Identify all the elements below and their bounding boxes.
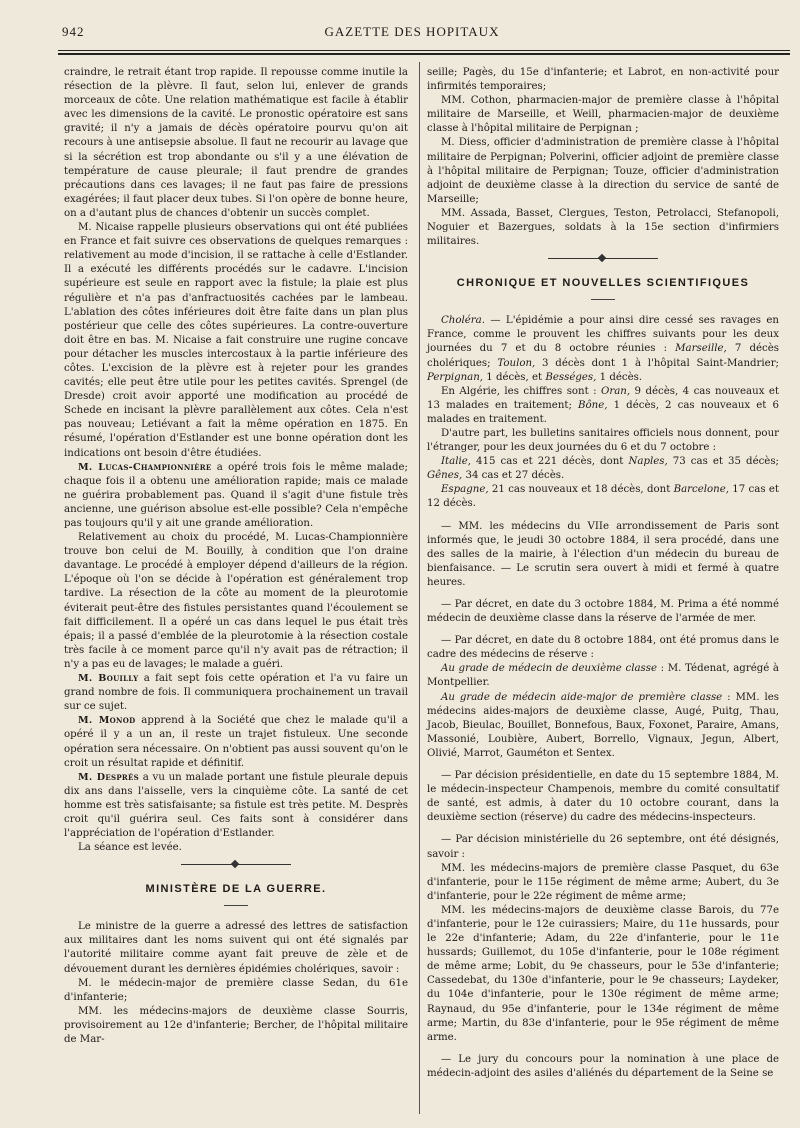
speaker-name: M. Bouilly [78, 673, 139, 685]
left-column [64, 66, 408, 1047]
speaker-name: M. Lucas-Championnière [78, 461, 212, 473]
paragraph: MM. les médecins-majors de deuxième classe Sourris, provisoirement au 12e d'infanterie; Bercher, de l'hôpital militaire de Mar- [64, 1005, 408, 1045]
paragraph: — Par décret, en date du 3 octobre 1884, M. Prima a été nommé médecin de deuxième classe dans la réserve de l'armée de mer. [427, 599, 779, 625]
paragraph: seille; Pagès, du 15e d'infanterie; et Labrot, en non-activité pour infirmités temporaires; [427, 67, 779, 93]
right-column [427, 66, 779, 1081]
title-rule [224, 905, 248, 906]
paragraph: craindre, le retrait étant trop rapide. Il repousse comme inutile la résection de la plèvre. Il faut, selon lui, enlever de grands morceaux de côte. Une relation mathématique est facile à établir avec les dimensions de la cavité. Le pronostic opératoire est sans gravité; il n'y a jamais de décès opératoire pourvu qu'on ait recours à une antisepsie absolue. Il faut ne recourir au lavage que si la sécrétion est trop abondante ou s'il y a une élévation de température de cause pleurale; il faut prendre de grandes précautions dans ces lavages; il ne faut pas faire de pressions exagérées; il faut placer deux tubes. Si l'on opère de bonne heure, on a d'autant plus de chances d'obtenir un succès complet. [64, 67, 408, 219]
paragraph: Italie, 415 cas et 221 décès, dont Naples, 73 cas et 35 décès; Gênes, 34 cas et 27 décès. [427, 456, 779, 482]
header-rule-top [58, 50, 790, 51]
paragraph [64, 461, 408, 531]
paragraph-text: a fait sept fois cette opération et l'a vu faire un grand nombre de fois. Il communiquera prochainement un travail sur ce sujet. [64, 673, 408, 713]
paragraph: La séance est levée. [78, 842, 182, 854]
paragraph: M. Nicaise rappelle plusieurs observations qui ont été publiées en France et fait suivre ces observations de quelques remarques : relativement au mode d'incision, il se rattache à celle d'Estlander. Il a exécuté les différents procédés sur le cadavre. L'incision supérieure est seule en rapport avec la fistule; la plaie est plus régulière et n'a pas d'anfractuosités cachées par le lambeau. L'ablation des côtes inférieures doit être faite dans un plan plus postérieur que celle des côtes supérieures. La contre-ouverture doit être en bas. M. Nicaise a fait construire une rugine concave pour détacher les muscles intercostaux à la partie inférieure des côtes. L'excision de la plèvre est à rejeter pour les grandes cavités; elle peut être utile pour les petites cavités. Sprengel (de Dresde) croit avoir apporté une modification au procédé de Schede en incisant la plèvre parallèlement aux côtes. Cela n'est pas nouveau; Letiévant a fait la même opération en 1875. En résumé, l'opération d'Estlander est une bonne opération dont les indications ont besoin d'être étudiées. [64, 222, 408, 459]
page-number: 942 [62, 24, 85, 39]
paragraph: Relativement au choix du procédé, M. Lucas-Championnière trouve bon celui de M. Bouilly, à condition que l'on draine davantage. Le procédé à employer dépend d'ailleurs de la région. L'époque où l'on se décide à l'opération est généralement trop tardive. La résection de la côte au moment de la pleurotomie éviterait peut-être des fistules persistantes quand l'écoulement se fait difficilement. Il a opéré un cas dans lequel le pus était très épais; il a passé d'emblée de la pleurotomie à la résection costale très facile à ce moment parce qu'il n'y avait pas de rétraction; il n'y a pas eu de lavages; le malade a guéri. [64, 532, 408, 670]
paragraph: M. Diess, officier d'administration de première classe à l'hôpital militaire de Perpignan; Polverini, officier adjoint de première classe à l'hôpital militaire de Perpignan; Touze, officier d'administration adjoint de deuxième classe à la direction du service de santé de Marseille; [427, 137, 779, 205]
paragraph: MM. les médecins-majors de première classe Pasquet, du 63e d'infanterie, pour le 115e régiment de même arme; Aubert, du 3e d'infanterie, pour le 22e régiment de même arme; [427, 862, 779, 902]
page-header [62, 22, 762, 44]
paragraph: — Par décret, en date du 8 octobre 1884, ont été promus dans le cadre des médecins de réserve : [427, 635, 779, 661]
paragraph-text: a opéré trois fois le même malade; chaque fois il a obtenu une amélioration rapide; mais ce malade ne guérira probablement pas. Quand il s'agit d'une fistule très ancienne, une guérison absolue est-elle possible? Cela n'empêche pas toujours qu'il y ait une grande amélioration. [64, 461, 408, 529]
paragraph-text: a vu un malade portant une fistule pleurale depuis dix ans dans l'aisselle, vers la cinquième côte. La santé de cet homme est très satisfaisante; sa fistule est très petite. M. Desprès croit qu'il guérira seul. Ces faits sont à considérer dans l'appréciation de l'opération d'Estlander. [64, 771, 408, 840]
journal-title: GAZETTE DES HOPITAUX [324, 24, 500, 39]
paragraph: Au grade de médecin de deuxième classe : M. Tédenat, agrégé à Montpellier. [427, 663, 779, 689]
paragraph: Le ministre de la guerre a adressé des lettres de satisfaction aux militaires dant les noms suivent qui ont été signalés par l'autorité militaire comme ayant fait preuve de zèle et de dévouement durant les dernières épidémies cholériques, savoir : [64, 921, 408, 975]
section-title: CHRONIQUE ET NOUVELLES SCIENTIFIQUES [456, 277, 750, 290]
paragraph: MM. Assada, Basset, Clergues, Teston, Petrolacci, Stefanopoli, Noguier et Bazergues, soldats à la 15e section d'infirmiers militaires. [427, 207, 779, 248]
paragraph: — Par décision présidentielle, en date du 15 septembre 1884, M. le médecin-inspecteur Champenois, membre du comité consultatif de santé, est admis, à dater du 10 octobre courant, dans la deuxième section (réserve) du cadre des médecins-inspecteurs. [427, 770, 779, 824]
paragraph: D'autre part, les bulletins sanitaires officiels nous donnent, pour l'étranger, pour les deux journées du 6 et du 7 octobre : [427, 427, 779, 454]
title-rule [591, 299, 615, 300]
paragraph-text: apprend à la Société que chez le malade qu'il a opéré il y a un an, il reste un trajet fistuleux. Une seconde opération sera nécessaire. On n'obtient pas aussi souvent qu'on le croit un résultat rapide et définitif. [64, 715, 408, 769]
speaker-name: M. Monod [78, 715, 136, 727]
paragraph: Espagne, 21 cas nouveaux et 18 décès, dont Barcelone, 17 cas et 12 décès. [427, 484, 779, 510]
paragraph: M. le médecin-major de première classe Sedan, du 61e d'infanterie; [64, 977, 408, 1003]
section-separator [427, 249, 779, 269]
paragraph: Au grade de médecin aide-major de première classe : MM. les médecins aides-majors de deuxième classe, Augé, Puitg, Thau, Jacob, Bieulac, Bouillet, Bonnefous, Baux, Foxonet, Paraire, Amans, Massonié, Loubière, Aubert, Borrello, Vignaux, Jegun, Albert, Olivié, Marrot, Gauméton et Sentex. [427, 691, 779, 759]
paragraph [64, 672, 408, 714]
paragraph: En Algérie, les chiffres sont : Oran, 9 décès, 4 cas nouveaux et 13 malades en traitement; Bône, 1 décès, 2 cas nouveaux et 6 malades en traitement. [427, 385, 779, 425]
rubric-label: Choléra. [441, 315, 485, 327]
paragraph: — MM. les médecins du VIIe arrondissement de Paris sont informés que, le jeudi 30 octobre 1884, il sera procédé, dans une des salles de la mairie, à l'élection d'un médecin du bureau de bienfaisance. — Le scrutin sera ouvert à midi et fermé à quatre heures. [427, 520, 779, 588]
speaker-name: M. Després [78, 771, 139, 783]
paragraph: — Le jury du concours pour la nomination à une place de médecin-adjoint des asiles d'aliénés du département de la Seine se [427, 1053, 779, 1079]
paragraph: MM. les médecins-majors de deuxième classe Barois, du 77e d'infanterie, pour le 12e cuirassiers; Maire, du 11e hussards, pour le 22e d'infanterie; Adam, du 22e d'infanterie, pour le 11e hussards; Guillemot, du 105e d'infanterie, pour le 108e régiment de même arme; Lobit, du 9e chasseurs, pour le 53e d'infanterie; Cassedebat, du 130e d'infanterie, pour le 9e chasseurs; Laydeker, du 104e d'infanterie, pour le 130e régiment de même arme; Raynaud, du 95e d'infanterie, pour le 134e régiment de même arme; Martin, du 83e d'infanterie, pour le 95e régiment de même arme. [427, 904, 779, 1043]
column-divider [419, 62, 420, 1114]
paragraph [64, 714, 408, 770]
paragraph: Choléra. — L'épidémie a pour ainsi dire cessé ses ravages en France, comme le prouvent les chiffres suivants pour les deux journées du 7 et du 8 octobre réunies : Marseille, 7 décès cholériques; Toulon, 3 décès dont 1 à l'hôpital Saint-Mandrier; Perpignan, 1 décès, et Bességes, 1 décès. [427, 315, 779, 383]
paragraph: — Par décision ministérielle du 26 septembre, ont été désignés, savoir : [427, 834, 779, 860]
header-rule-bottom [58, 53, 790, 55]
paragraph [64, 771, 408, 841]
section-title: MINISTÈRE DE LA GUERRE. [145, 883, 327, 896]
section-separator [64, 855, 408, 875]
paragraph: MM. Cothon, pharmacien-major de première classe à l'hôpital militaire de Marseille, et Weill, pharmacien-major de deuxième classe à l'hôpital militaire de Perpignan ; [427, 95, 779, 135]
